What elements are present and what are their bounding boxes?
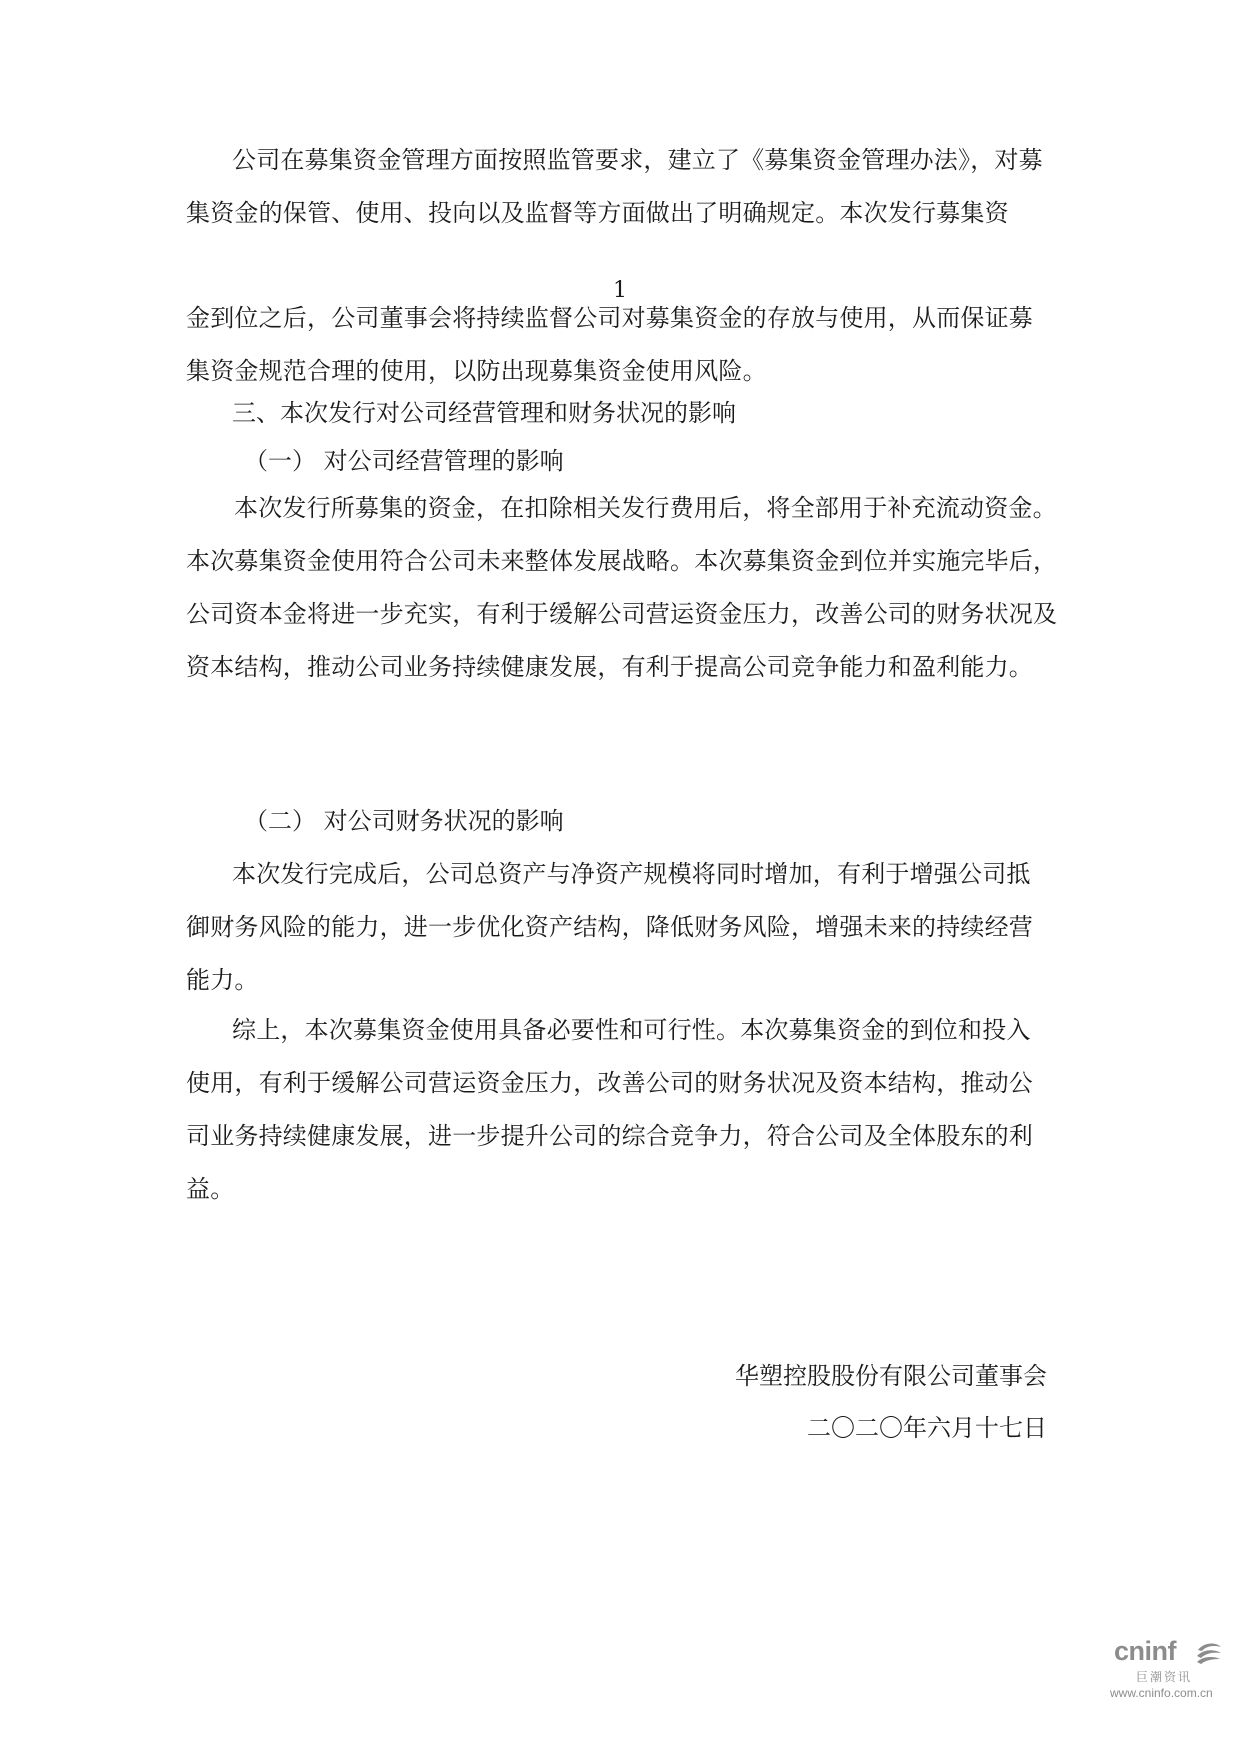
paragraph-sub1: 本次发行所募集的资金，在扣除相关发行费用后，将全部用于补充流动资金。本次募集资金使用符合公司未来整体发展战略。本次募集资金到位并实施完毕后，公司资本金将进一步充实，有利于缓解公司营运资金压力，改善公司的财务状况及资本结构，推动公司业务持续健康发展，有利于提高公司竞争能力和盈利能力。 [186, 494, 1058, 681]
subsection-1-heading: （一） 对公司经营管理的影响 [244, 447, 564, 475]
paragraph-sub2: 本次发行完成后，公司总资产与净资产规模将同时增加，有利于增强公司抵御财务风险的能力，进一步优化资产结构，降低财务风险，增强未来的持续经营能力。 [186, 860, 1033, 994]
signature-company: 华塑控股股份有限公司董事会 [735, 1362, 1047, 1390]
signature-date: 二〇二〇年六月十七日 [807, 1414, 1047, 1442]
section-3-heading: 三、本次发行对公司经营管理和财务状况的影响 [232, 399, 736, 427]
subsection-2-heading: （二） 对公司财务状况的影响 [244, 807, 564, 835]
paragraph-intro: 公司在募集资金管理方面按照监管要求，建立了《募集资金管理办法》，对募集资金的保管、使用、投向以及监督等方面做出了明确规定。本次发行募集资 [186, 146, 1043, 227]
page-number: 1 [613, 278, 627, 303]
cninfo-swoosh-icon [1194, 1640, 1224, 1666]
cninfo-chinese-name: 巨潮资讯 [1136, 1670, 1193, 1684]
cninfo-wordmark: cninf [1114, 1636, 1176, 1666]
paragraph-continue: 金到位之后，公司董事会将持续监督公司对募集资金的存放与使用，从而保证募集资金规范合理的使用，以防出现募集资金使用风险。 [186, 304, 1033, 385]
cninfo-watermark [1110, 1636, 1234, 1716]
paragraph-summary: 综上，本次募集资金使用具备必要性和可行性。本次募集资金的到位和投入使用，有利于缓解公司营运资金压力，改善公司的财务状况及资本结构，推动公司业务持续健康发展，进一步提升公司的综合竞争力，符合公司及全体股东的利益。 [186, 1016, 1033, 1203]
cninfo-url: www.cninfo.com.cn [1110, 1686, 1213, 1700]
